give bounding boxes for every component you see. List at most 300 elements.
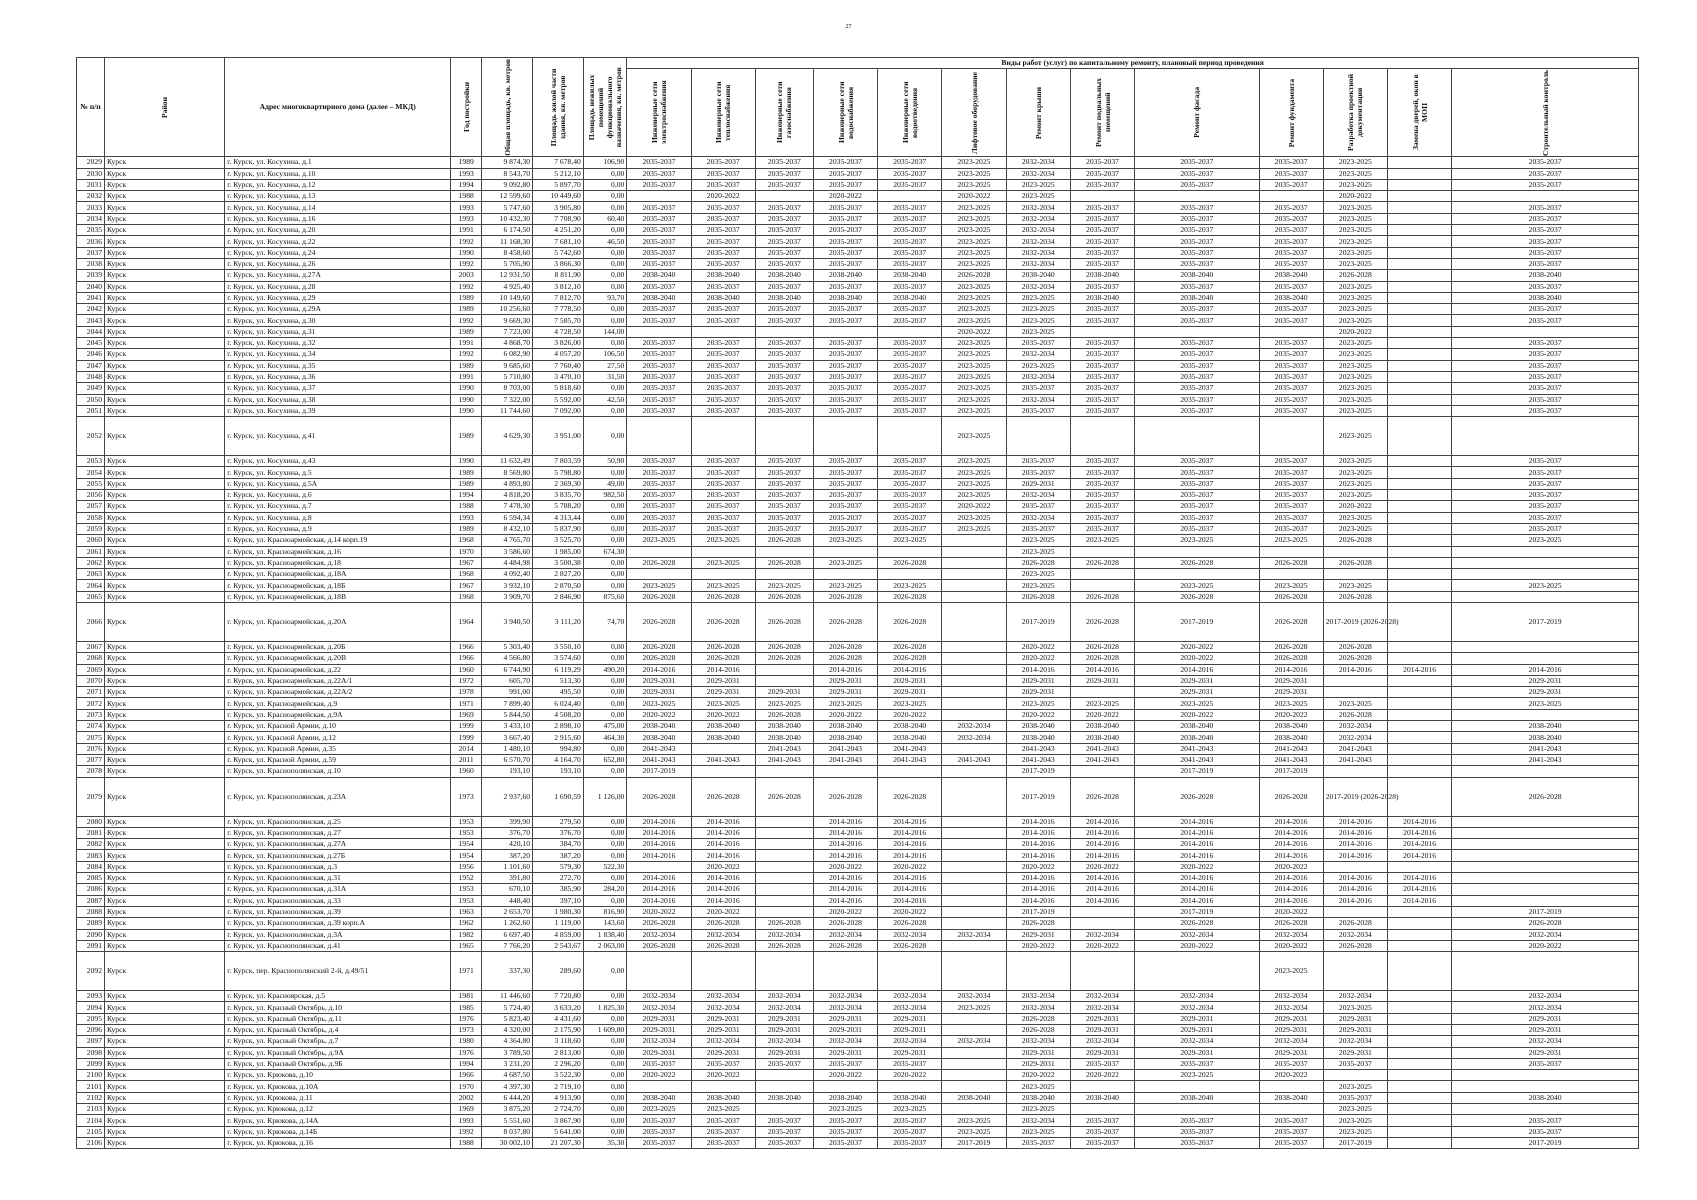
table-cell: 2026-2028 <box>1452 918 1639 929</box>
table-cell: Курск <box>104 1047 224 1058</box>
table-cell: Курск <box>104 383 224 394</box>
table-cell <box>627 326 691 337</box>
table-cell <box>1452 816 1639 827</box>
table-cell: 2035-2037 <box>1135 236 1259 247</box>
table-cell: 2020-2022 <box>1070 861 1134 872</box>
table-cell <box>1452 653 1639 664</box>
table-cell: 0,00 <box>583 1058 627 1069</box>
table-cell: 2032-2034 <box>1070 991 1134 1002</box>
row-number-cell: 2035 <box>77 225 105 236</box>
address-cell: г. Курск, ул. Красный Октябрь, д.10 <box>225 1002 451 1013</box>
table-cell: 2035-2037 <box>627 512 691 523</box>
table-cell <box>878 191 942 202</box>
table-cell: 7 478,30 <box>482 501 533 512</box>
table-cell <box>1070 766 1134 777</box>
page-number: 27 <box>845 24 852 30</box>
table-cell: 2 719,10 <box>533 1081 584 1092</box>
table-cell: 2035-2037 <box>813 258 877 269</box>
row-number-cell: 2029 <box>77 157 105 168</box>
table-cell: 1989 <box>451 478 482 489</box>
table-cell: 2035-2037 <box>691 1115 755 1126</box>
table-cell: Курск <box>104 467 224 478</box>
table-cell: 2023-2025 <box>1323 292 1387 303</box>
table-cell: 2014-2016 <box>1006 850 1070 861</box>
table-cell: 5 897,70 <box>533 179 584 190</box>
address-cell: г. Курск, пер. Краснополянский 2-й, д.49/51 <box>225 952 451 991</box>
table-cell: 2038-2040 <box>1259 732 1323 743</box>
table-cell: Курск <box>104 394 224 405</box>
table-cell: 2035-2037 <box>691 383 755 394</box>
table-cell: 1971 <box>451 952 482 991</box>
table-cell: Курск <box>104 501 224 512</box>
row-number-cell: 2042 <box>77 304 105 315</box>
table-cell: 2035-2037 <box>1452 394 1639 405</box>
table-cell: 2023-2025 <box>755 698 813 709</box>
table-cell: 2014-2016 <box>813 827 877 838</box>
table-cell: 2035-2037 <box>813 281 877 292</box>
table-cell: 2035-2037 <box>813 523 877 534</box>
table-cell: 391,80 <box>482 873 533 884</box>
table-cell: 1989 <box>451 360 482 371</box>
table-row <box>77 338 1639 349</box>
table-cell: 2023-2025 <box>1323 360 1387 371</box>
table-cell: 2035-2037 <box>1070 478 1134 489</box>
table-cell: 2035-2037 <box>1452 371 1639 382</box>
table-cell: 994,80 <box>533 743 584 754</box>
table-row <box>77 929 1639 940</box>
table-cell <box>1388 270 1452 281</box>
table-cell: 2029-2031 <box>691 687 755 698</box>
table-cell: Курск <box>104 349 224 360</box>
table-cell: 0,00 <box>583 225 627 236</box>
table-cell: 6 744,90 <box>482 664 533 675</box>
table-cell: 2023-2025 <box>878 698 942 709</box>
table-cell: 2026-2028 <box>755 940 813 951</box>
table-cell: 2035-2037 <box>1135 247 1259 258</box>
table-cell: 2014-2016 <box>813 873 877 884</box>
table-cell: 2041-2043 <box>878 754 942 765</box>
table-cell <box>1259 326 1323 337</box>
table-cell: 2026-2028 <box>1323 653 1387 664</box>
table-cell: 2035-2037 <box>1452 1058 1639 1069</box>
table-cell: 2035-2037 <box>1259 360 1323 371</box>
table-cell: 2038-2040 <box>1135 1092 1259 1103</box>
table-cell: 2035-2037 <box>627 349 691 360</box>
table-cell: 2032-2034 <box>627 991 691 1002</box>
table-cell: 2035-2037 <box>1452 383 1639 394</box>
address-cell: г. Курск, ул. Косухина, д.38 <box>225 394 451 405</box>
table-cell: 816,90 <box>583 906 627 917</box>
table-cell: 2035-2037 <box>1135 1137 1259 1148</box>
address-cell: г. Курск, ул. Красноармейская, д.18Б <box>225 580 451 591</box>
table-cell: 2023-2025 <box>942 292 1006 303</box>
table-cell: 2038-2040 <box>1452 732 1639 743</box>
table-cell: 2026-2028 <box>1259 641 1323 652</box>
table-cell: 337,30 <box>482 952 533 991</box>
row-number-cell: 2061 <box>77 546 105 557</box>
table-cell <box>942 687 1006 698</box>
table-cell: 0,00 <box>583 952 627 991</box>
table-cell: 2038-2040 <box>1070 732 1134 743</box>
table-row <box>77 281 1639 292</box>
table-cell: 2035-2037 <box>1135 512 1259 523</box>
table-cell: 30 002,10 <box>482 1137 533 1148</box>
table-cell: 5 742,60 <box>533 247 584 258</box>
table-cell: Курск <box>104 929 224 940</box>
row-number-cell: 2089 <box>77 918 105 929</box>
table-cell: 2 724,70 <box>533 1104 584 1115</box>
row-number-cell: 2101 <box>77 1081 105 1092</box>
table-cell: 1993 <box>451 512 482 523</box>
table-cell: 3 940,50 <box>482 602 533 641</box>
table-cell: 2014-2016 <box>627 895 691 906</box>
address-cell: г. Курск, ул. Красноармейская, д.18А <box>225 569 451 580</box>
table-cell: 2014-2016 <box>627 827 691 838</box>
table-cell: 2035-2037 <box>691 202 755 213</box>
table-cell <box>1452 557 1639 568</box>
row-number-cell: 2091 <box>77 940 105 951</box>
address-cell: г. Курск, ул. Косухина, д.30 <box>225 315 451 326</box>
row-number-cell: 2083 <box>77 850 105 861</box>
table-cell: 2032-2034 <box>942 929 1006 940</box>
table-cell: 2035-2037 <box>1259 1058 1323 1069</box>
table-cell <box>942 698 1006 709</box>
row-number-cell: 2037 <box>77 247 105 258</box>
table-cell: 1969 <box>451 1104 482 1115</box>
col-header-facade: Ремонт фасада <box>1135 69 1259 157</box>
table-cell: 464,30 <box>583 732 627 743</box>
table-cell: 2014-2016 <box>1259 850 1323 861</box>
table-cell: 2035-2037 <box>1135 371 1259 382</box>
table-cell: 4 364,80 <box>482 1036 533 1047</box>
table-cell: Курск <box>104 952 224 991</box>
table-cell <box>1388 580 1452 591</box>
table-cell: Курск <box>104 861 224 872</box>
table-cell: 1992 <box>451 315 482 326</box>
table-cell: 7 899,40 <box>482 698 533 709</box>
table-cell: 2032-2034 <box>1006 281 1070 292</box>
row-number-cell: 2100 <box>77 1070 105 1081</box>
table-cell: 272,70 <box>533 873 584 884</box>
address-cell: г. Курск, ул. Крюкова, д.12 <box>225 1104 451 1115</box>
table-cell <box>755 873 813 884</box>
table-cell: 2032-2034 <box>1452 929 1639 940</box>
row-number-cell: 2087 <box>77 895 105 906</box>
table-cell: 2035-2037 <box>813 360 877 371</box>
table-cell: 875,60 <box>583 591 627 602</box>
table-cell: 1 690,59 <box>533 777 584 816</box>
table-cell: Курск <box>104 1137 224 1148</box>
table-cell: 2032-2034 <box>1135 929 1259 940</box>
table-row <box>77 641 1639 652</box>
table-cell <box>627 569 691 580</box>
table-cell: Курск <box>104 906 224 917</box>
table-cell: 2032-2034 <box>878 1002 942 1013</box>
table-row <box>77 490 1639 501</box>
address-cell: г. Курск, ул. Крюкова, д.10 <box>225 1070 451 1081</box>
table-cell <box>942 1104 1006 1115</box>
table-cell: Курск <box>104 884 224 895</box>
col-header-heat: Инженерные сети теплоснабжения <box>691 69 755 157</box>
table-cell: 2 296,20 <box>533 1058 584 1069</box>
table-cell: 2026-2028 <box>691 940 755 951</box>
table-cell: 2026-2028 <box>755 709 813 720</box>
table-cell: 2035-2037 <box>1452 478 1639 489</box>
table-row <box>77 850 1639 861</box>
table-cell: 2032-2034 <box>627 1036 691 1047</box>
table-cell <box>1323 569 1387 580</box>
table-cell: 2014-2016 <box>1070 816 1134 827</box>
table-cell: 2035-2037 <box>1006 405 1070 416</box>
table-cell: 2023-2025 <box>942 157 1006 168</box>
table-cell: 2014-2016 <box>813 664 877 675</box>
table-cell: 2023-2025 <box>1135 1070 1259 1081</box>
table-cell: 2035-2037 <box>1135 1058 1259 1069</box>
table-cell: 4 251,20 <box>533 225 584 236</box>
table-row <box>77 349 1639 360</box>
table-cell <box>1388 501 1452 512</box>
table-cell <box>942 743 1006 754</box>
table-cell: 2038-2040 <box>813 1092 877 1103</box>
table-cell: 4 818,20 <box>482 490 533 501</box>
table-cell: 2035-2037 <box>878 281 942 292</box>
table-cell <box>1070 687 1134 698</box>
table-cell <box>942 1013 1006 1024</box>
table-cell: 2014-2016 <box>1323 895 1387 906</box>
table-cell <box>1388 754 1452 765</box>
table-row <box>77 839 1639 850</box>
table-cell: 2020-2022 <box>942 191 1006 202</box>
address-cell: г. Курск, ул. Косухина, д.7 <box>225 501 451 512</box>
table-cell: Курск <box>104 213 224 224</box>
table-cell: 106,50 <box>583 349 627 360</box>
table-cell: 2023-2025 <box>1259 535 1323 546</box>
table-cell: 2038-2040 <box>878 270 942 281</box>
table-cell: 2020-2022 <box>1070 1070 1134 1081</box>
table-cell: 2014-2016 <box>1006 664 1070 675</box>
table-cell: 2023-2025 <box>942 490 1006 501</box>
table-cell <box>1388 456 1452 467</box>
table-cell: Курск <box>104 326 224 337</box>
table-cell: 2029-2031 <box>1259 1013 1323 1024</box>
table-cell: Курск <box>104 1058 224 1069</box>
table-cell: 2023-2025 <box>1006 580 1070 591</box>
table-cell: 3 550,10 <box>533 641 584 652</box>
table-cell: Курск <box>104 895 224 906</box>
table-cell: 2038-2040 <box>1452 1092 1639 1103</box>
table-cell: 1 262,60 <box>482 918 533 929</box>
table-cell <box>1070 417 1134 456</box>
table-cell: 0,00 <box>583 168 627 179</box>
table-cell: 0,00 <box>583 1126 627 1137</box>
table-cell: 2023-2025 <box>1323 523 1387 534</box>
table-cell: 2026-2028 <box>691 918 755 929</box>
table-cell: 2 846,90 <box>533 591 584 602</box>
table-cell: Курск <box>104 1036 224 1047</box>
table-cell <box>942 546 1006 557</box>
table-cell <box>1388 281 1452 292</box>
table-cell <box>627 191 691 202</box>
row-number-cell: 2040 <box>77 281 105 292</box>
table-cell <box>691 569 755 580</box>
table-cell: 2035-2037 <box>878 383 942 394</box>
address-cell: г. Курск, ул. Косухина, д.34 <box>225 349 451 360</box>
table-row <box>77 360 1639 371</box>
table-cell <box>1388 292 1452 303</box>
table-cell: 46,50 <box>583 236 627 247</box>
table-cell <box>1323 546 1387 557</box>
table-cell: 2035-2037 <box>1452 512 1639 523</box>
table-cell: 2023-2025 <box>878 535 942 546</box>
table-cell: 2023-2025 <box>942 349 1006 360</box>
table-cell: 2032-2034 <box>1070 1036 1134 1047</box>
table-cell: 2014-2016 <box>1388 816 1452 827</box>
table-cell: 2029-2031 <box>1135 1013 1259 1024</box>
table-cell <box>1452 191 1639 202</box>
table-cell: 2038-2040 <box>691 721 755 732</box>
row-number-cell: 2080 <box>77 816 105 827</box>
table-cell: 2014-2016 <box>1070 850 1134 861</box>
table-cell: 2029-2031 <box>1135 1025 1259 1036</box>
table-cell: 2029-2031 <box>1259 1047 1323 1058</box>
table-cell: 0,00 <box>583 1115 627 1126</box>
table-cell: 3 951,00 <box>533 417 584 456</box>
table-row <box>77 766 1639 777</box>
table-cell: 1981 <box>451 991 482 1002</box>
table-cell: 2029-2031 <box>1070 1025 1134 1036</box>
row-number-cell: 2074 <box>77 721 105 732</box>
table-cell: 2041-2043 <box>1259 754 1323 765</box>
table-cell: 490,20 <box>583 664 627 675</box>
table-cell: Курск <box>104 179 224 190</box>
table-cell: 2029-2031 <box>691 675 755 686</box>
table-cell <box>1388 557 1452 568</box>
table-row <box>77 884 1639 895</box>
row-number-cell: 2047 <box>77 360 105 371</box>
table-cell: 2023-2025 <box>1323 202 1387 213</box>
row-number-cell: 2030 <box>77 168 105 179</box>
table-cell: 2032-2034 <box>1323 721 1387 732</box>
table-cell: 6 082,90 <box>482 349 533 360</box>
table-cell: 2020-2022 <box>1135 940 1259 951</box>
table-cell: 2029-2031 <box>813 1047 877 1058</box>
table-cell <box>1388 213 1452 224</box>
table-cell: 2029-2031 <box>691 1047 755 1058</box>
table-cell: 2026-2028 <box>627 557 691 568</box>
table-cell: 2 827,20 <box>533 569 584 580</box>
address-cell: г. Курск, ул. Красной Армии, д.59 <box>225 754 451 765</box>
table-cell: 2029-2031 <box>813 1025 877 1036</box>
table-cell: 2029-2031 <box>627 687 691 698</box>
table-cell: 2035-2037 <box>627 236 691 247</box>
address-cell: г. Курск, ул. Красноармейская, д.18В <box>225 591 451 602</box>
address-cell: г. Курск, ул. Красный Октябрь, д.11 <box>225 1013 451 1024</box>
table-cell: 2035-2037 <box>691 157 755 168</box>
table-cell: 2035-2037 <box>1259 258 1323 269</box>
table-cell: 2035-2037 <box>878 258 942 269</box>
table-cell: 2035-2037 <box>813 405 877 416</box>
table-cell: 2023-2025 <box>942 1115 1006 1126</box>
table-cell: 2026-2028 <box>1135 777 1259 816</box>
table-cell <box>1388 641 1452 652</box>
table-cell: 1967 <box>451 580 482 591</box>
table-cell: 2023-2025 <box>813 1104 877 1115</box>
table-cell: 2035-2037 <box>813 236 877 247</box>
table-cell: 1953 <box>451 895 482 906</box>
table-row <box>77 270 1639 281</box>
table-cell <box>1259 546 1323 557</box>
table-cell: 2017-2019 <box>1006 602 1070 641</box>
table-cell: 605,70 <box>482 675 533 686</box>
table-cell: 4 484,98 <box>482 557 533 568</box>
table-cell: 2026-2028 <box>1070 557 1134 568</box>
table-cell: Курск <box>104 490 224 501</box>
address-cell: г. Курск, ул. Красной Армии, д.35 <box>225 743 451 754</box>
table-cell <box>1388 191 1452 202</box>
table-cell: 2029-2031 <box>755 687 813 698</box>
table-cell: 2 543,67 <box>533 940 584 951</box>
table-cell: 2035-2037 <box>1070 225 1134 236</box>
table-cell <box>1135 326 1259 337</box>
table-cell: 9 669,30 <box>482 315 533 326</box>
table-cell <box>1388 732 1452 743</box>
table-cell: 4 397,30 <box>482 1081 533 1092</box>
address-cell: г. Курск, ул. Косухина, д.9 <box>225 523 451 534</box>
table-cell: 1953 <box>451 816 482 827</box>
table-cell <box>1388 478 1452 489</box>
table-cell: 3 433,10 <box>482 721 533 732</box>
table-cell <box>1388 591 1452 602</box>
row-number-cell: 2078 <box>77 766 105 777</box>
table-cell <box>755 1104 813 1115</box>
table-cell: 2035-2037 <box>1452 202 1639 213</box>
table-row <box>77 371 1639 382</box>
table-cell: 2032-2034 <box>755 991 813 1002</box>
address-cell: г. Курск, ул. Краснополянская, д.25 <box>225 816 451 827</box>
table-cell: 7 803,59 <box>533 456 584 467</box>
table-cell: 2035-2037 <box>1452 315 1639 326</box>
table-cell: 2038-2040 <box>755 270 813 281</box>
table-cell <box>942 1058 1006 1069</box>
table-cell: 2041-2043 <box>1006 754 1070 765</box>
table-cell <box>1452 591 1639 602</box>
row-number-cell: 2088 <box>77 906 105 917</box>
table-cell: 2023-2025 <box>1135 535 1259 546</box>
address-cell: г. Курск, ул. Красной Армии, д.12 <box>225 732 451 743</box>
table-cell <box>691 952 755 991</box>
table-cell: 0,00 <box>583 557 627 568</box>
table-cell <box>755 839 813 850</box>
table-cell: 2014-2016 <box>813 884 877 895</box>
address-cell: г. Курск, ул. Косухина, д.12 <box>225 179 451 190</box>
table-cell: 0,00 <box>583 1081 627 1092</box>
table-cell: 2023-2025 <box>942 315 1006 326</box>
table-cell <box>755 664 813 675</box>
table-cell: 3 118,60 <box>533 1036 584 1047</box>
table-cell: 2 653,70 <box>482 906 533 917</box>
table-cell: 2017-2019 <box>1259 766 1323 777</box>
table-cell: 2020-2022 <box>691 191 755 202</box>
table-cell: 2023-2025 <box>1323 417 1387 456</box>
table-cell: 2041-2043 <box>691 754 755 765</box>
table-cell: 2035-2037 <box>755 1137 813 1148</box>
table-cell: 2038-2040 <box>1006 270 1070 281</box>
table-cell: 2020-2022 <box>1323 501 1387 512</box>
table-row <box>77 546 1639 557</box>
table-cell: 8 569,80 <box>482 467 533 478</box>
table-cell: 2023-2025 <box>691 535 755 546</box>
table-cell: 2029-2031 <box>1135 675 1259 686</box>
